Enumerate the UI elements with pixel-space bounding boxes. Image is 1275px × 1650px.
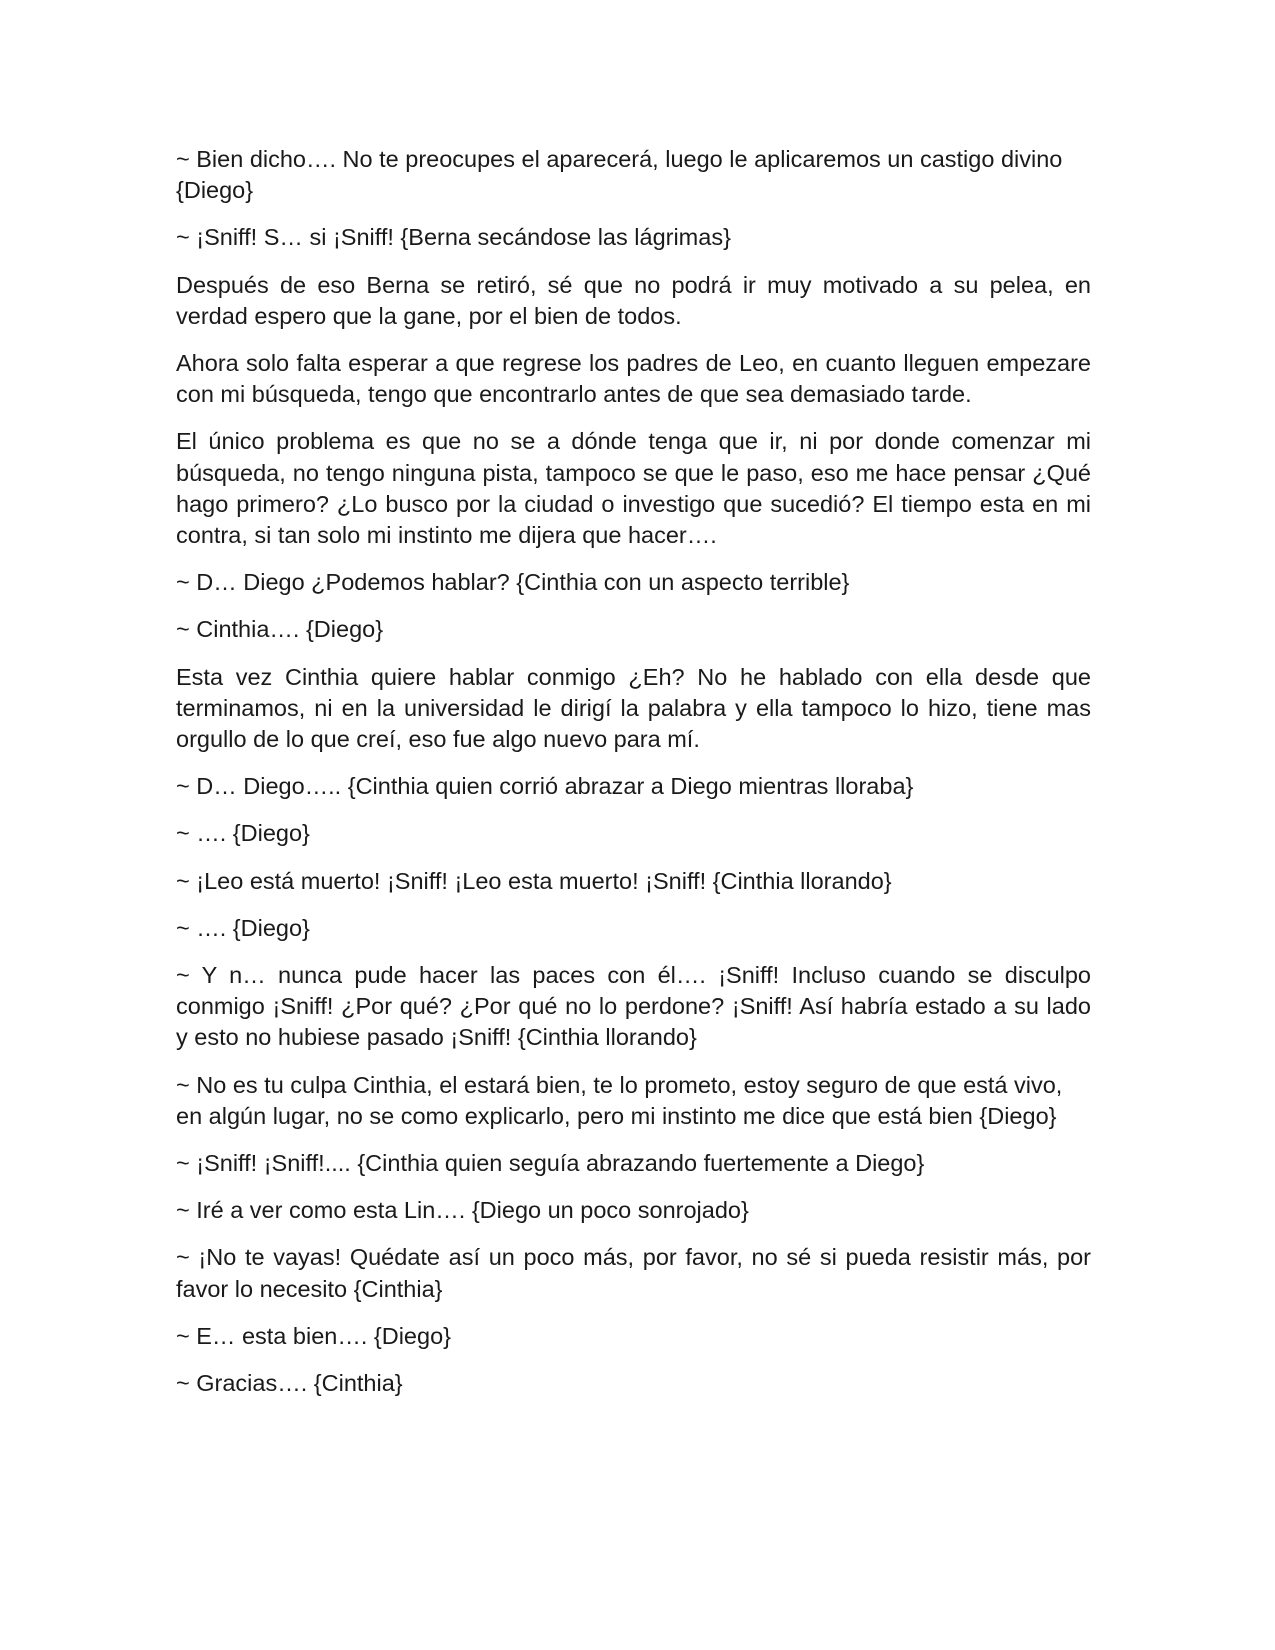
paragraph-18: ~ E… esta bien…. {Diego} [176,1322,451,1349]
paragraph-10: ~ …. {Diego} [176,820,310,847]
paragraph-7: ~ Cinthia…. {Diego} [176,616,384,643]
paragraph-14: ~ No es tu culpa Cinthia, el estará bien, te lo prometo, estoy seguro de que está vivo, en algún lugar, no se como explicarlo, pero mi instinto me dice que está bien {Diego} [176,1071,1063,1129]
paragraph-17: ~ ¡No te vayas! Quédate así un poco más, por favor, no sé si pueda resistir más, por favor lo necesito {Cinthia} [176,1244,1091,1302]
paragraph-1: ~ Bien dicho…. No te preocupes el aparecerá, luego le aplicaremos un castigo divino {Diego} [176,146,1063,204]
paragraph-11: ~ ¡Leo está muerto! ¡Sniff! ¡Leo esta muerto! ¡Sniff! {Cinthia llorando} [176,867,892,894]
paragraph-16: ~ Iré a ver como esta Lin…. {Diego un poco sonrojado} [176,1197,749,1224]
document-page [176,144,1091,1415]
paragraph-4: Ahora solo falta esperar a que regrese los padres de Leo, en cuanto lleguen empezare con mi búsqueda, tengo que encontrarlo antes de que sea demasiado tarde. [176,350,1091,408]
paragraph-9: ~ D… Diego….. {Cinthia quien corrió abrazar a Diego mientras lloraba} [176,773,914,800]
paragraph-15: ~ ¡Sniff! ¡Sniff!.... {Cinthia quien seguía abrazando fuertemente a Diego} [176,1150,925,1177]
paragraph-6: ~ D… Diego ¿Podemos hablar? {Cinthia con un aspecto terrible} [176,569,850,596]
paragraph-13: ~ Y n… nunca pude hacer las paces con él…. ¡Sniff! Incluso cuando se disculpo conmigo ¡Sniff! ¿Por qué? ¿Por qué no lo perdone? ¡Sniff! Así habría estado a su lado y esto no hubiese pasado ¡Sniff! {Cinthia llorando} [176,962,1091,1051]
paragraph-12: ~ …. {Diego} [176,914,310,941]
paragraph-2: ~ ¡Sniff! S… si ¡Sniff! {Berna secándose las lágrimas} [176,224,731,251]
paragraph-8: Esta vez Cinthia quiere hablar conmigo ¿Eh? No he hablado con ella desde que terminamos, ni en la universidad le dirigí la palabra y ella tampoco lo hizo, tiene mas orgullo de lo que creí, eso fue algo nuevo para mí. [176,663,1091,753]
paragraph-19: ~ Gracias…. {Cinthia} [176,1370,403,1397]
paragraph-5: El único problema es que no se a dónde tenga que ir, ni por donde comenzar mi búsqueda, no tengo ninguna pista, tampoco se que le paso, eso me hace pensar ¿Qué hago primero? ¿Lo busco por la ciudad o investigo que sucedió? El tiempo esta en mi contra, si tan solo mi instinto me dijera que hacer…. [176,428,1091,549]
paragraph-3: Después de eso Berna se retiró, sé que no podrá ir muy motivado a su pelea, en verdad espero que la gane, por el bien de todos. [176,271,1091,329]
